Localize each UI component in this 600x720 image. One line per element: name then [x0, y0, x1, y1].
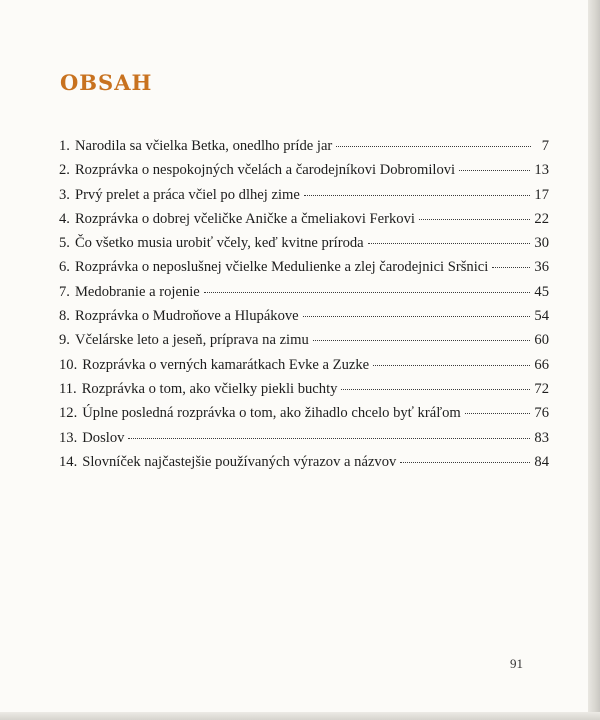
- dot-leader: [492, 267, 530, 268]
- toc-entry: [59, 138, 549, 162]
- toc-entry: [59, 381, 549, 405]
- dot-leader: [459, 170, 530, 171]
- toc-entry-title: Narodila sa včielka Betka, onedlho príde jar: [74, 138, 333, 154]
- toc-entry: [59, 332, 549, 356]
- dot-leader: [368, 243, 531, 244]
- toc-entry-title: Doslov: [82, 429, 125, 446]
- toc-entry-number: 4.: [59, 210, 70, 227]
- toc-entry-page: 30: [534, 235, 549, 252]
- dot-leader: [204, 292, 531, 293]
- toc-entry-title: Medobranie a rojenie: [74, 283, 200, 300]
- toc-entry: [59, 357, 549, 381]
- toc-entry: [59, 259, 549, 283]
- toc-entry-page: 60: [534, 332, 549, 349]
- toc-entry-page: 13: [534, 162, 549, 179]
- dot-leader: [336, 146, 531, 147]
- toc-entry-page: 17: [534, 186, 549, 203]
- dot-leader: [128, 438, 530, 439]
- dot-leader: [304, 195, 531, 196]
- dot-leader: [373, 365, 530, 366]
- toc-entry-title: Čo všetko musia urobiť včely, keď kvitne príroda: [74, 235, 364, 252]
- toc-entry-title: Rozprávka o dobrej včeličke Aničke a čmeliakovi Ferkovi: [74, 210, 415, 227]
- toc-entry-title: Rozprávka o tom, ako včielky piekli buchty: [81, 380, 338, 397]
- toc-entry-title: Rozprávka o neposlušnej včielke Medulienke a zlej čarodejnici Sršnici: [74, 259, 489, 276]
- toc-entry-number: 3.: [59, 186, 70, 203]
- toc-entry-page: 84: [534, 453, 549, 470]
- toc-entry-title: Včelárske leto a jeseň, príprava na zimu: [74, 332, 309, 349]
- dot-leader: [303, 316, 531, 317]
- toc-entry: [59, 405, 549, 429]
- toc-entry-number: 12.: [59, 405, 78, 422]
- toc-entry-number: 11.: [59, 380, 77, 397]
- book-page-edge: [588, 0, 600, 720]
- toc-entry-page: 54: [534, 308, 549, 325]
- toc-entry: [59, 430, 549, 454]
- toc-entry-number: 8.: [59, 308, 70, 325]
- toc-entry-number: 7.: [59, 283, 70, 300]
- toc-entry-page: 7: [541, 138, 549, 154]
- toc-entry-title: Slovníček najčastejšie používaných výrazov a názvov: [82, 453, 397, 470]
- toc-entry-number: 2.: [59, 162, 70, 179]
- toc-entry: [59, 454, 549, 478]
- toc-entry-title: Úplne posledná rozprávka o tom, ako žihadlo chcelo byť kráľom: [82, 405, 461, 422]
- toc-entry-number: 13.: [59, 429, 78, 446]
- toc-entry-number: 9.: [59, 332, 70, 349]
- toc-entry-page: 76: [534, 405, 549, 422]
- toc-entry-number: 5.: [59, 235, 70, 252]
- toc-entry-page: 66: [534, 356, 549, 373]
- toc-entry: [59, 308, 549, 332]
- dot-leader: [313, 340, 531, 341]
- dot-leader: [400, 462, 530, 463]
- toc-entry: [59, 187, 549, 211]
- toc-entry: [59, 235, 549, 259]
- toc-entry: [59, 284, 549, 308]
- page-number: 91: [510, 656, 523, 671]
- toc-entry-page: 72: [534, 380, 549, 397]
- book-page-bottom-edge: [0, 712, 600, 720]
- toc-entry-title: Prvý prelet a práca včiel po dlhej zime: [74, 186, 300, 203]
- toc-entry-number: 6.: [59, 259, 70, 276]
- toc-entry: [59, 162, 549, 186]
- toc-entry-page: 45: [534, 283, 549, 300]
- dot-leader: [465, 413, 531, 414]
- toc-entry-page: 36: [534, 259, 549, 276]
- page-title: OBSAH: [60, 70, 153, 95]
- toc-entry-title: Rozprávka o Mudroňove a Hlupákove: [74, 308, 299, 325]
- toc-entry-page: 22: [534, 210, 549, 227]
- toc-entry-title: Rozprávka o verných kamarátkach Evke a Zuzke: [82, 356, 370, 373]
- dot-leader: [341, 389, 530, 390]
- toc-entry-number: 14.: [59, 453, 78, 470]
- toc-entry-title: Rozprávka o nespokojných včelách a čarodejníkovi Dobromilovi: [74, 162, 456, 179]
- toc-entry-page: 83: [534, 429, 549, 446]
- toc-entry-number: 1.: [59, 138, 70, 154]
- toc-entry-number: 10.: [59, 356, 78, 373]
- table-of-contents: [59, 138, 549, 478]
- dot-leader: [419, 219, 530, 220]
- toc-entry: [59, 211, 549, 235]
